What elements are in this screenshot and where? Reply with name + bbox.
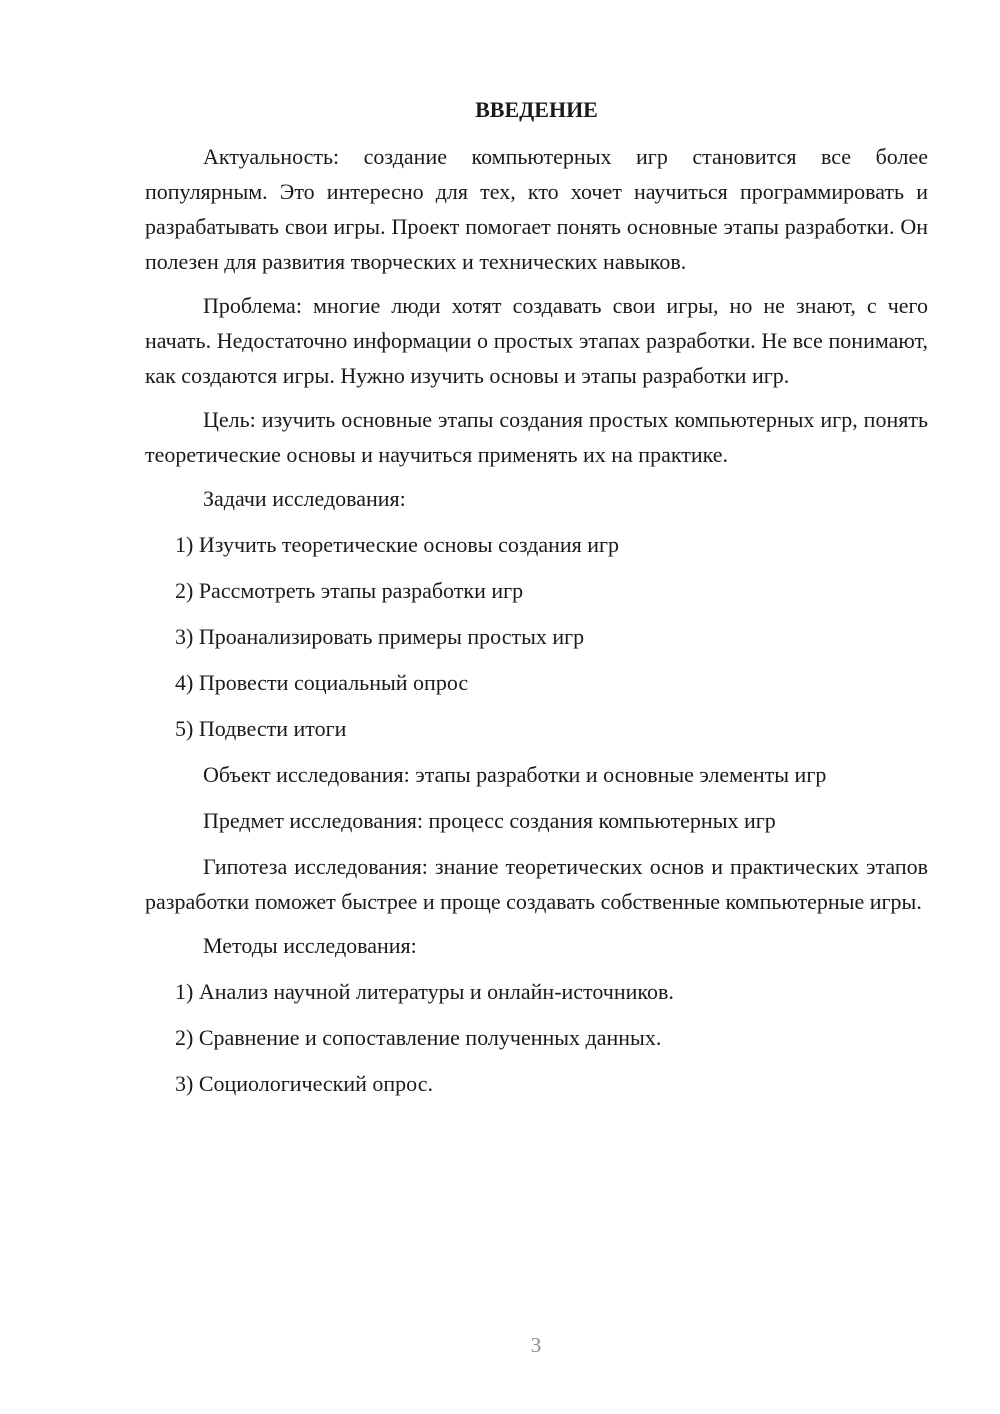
section-title: ВВЕДЕНИЕ [475, 97, 598, 122]
methods-list [145, 974, 928, 1101]
task-item: 3) Проанализировать примеры простых игр [175, 624, 585, 649]
task-item: 2) Рассмотреть этапы разработки игр [175, 578, 524, 603]
relevance-paragraph: Актуальность: создание компьютерных игр становится все более популярным. Это интересно для тех, кто хочет научиться программировать и разрабатывать свои игры. Проект помогает понять основные этапы разработки. Он полезен для развития творческих и технических навыков. [145, 144, 928, 274]
research-subject: Предмет исследования: процесс создания компьютерных игр [203, 808, 776, 833]
task-item: 1) Изучить теоретические основы создания игр [175, 532, 620, 557]
method-item: 2) Сравнение и сопоставление полученных данных. [175, 1025, 662, 1050]
method-item: 3) Социологический опрос. [175, 1071, 433, 1096]
research-object: Объект исследования: этапы разработки и основные элементы игр [203, 762, 827, 787]
task-item: 4) Провести социальный опрос [175, 670, 469, 695]
hypothesis-paragraph: Гипотеза исследования: знание теоретических основ и практических этапов разработки поможет быстрее и проще создавать собственные компьютерные игры. [145, 854, 928, 914]
tasks-list [145, 527, 928, 746]
problem-paragraph: Проблема: многие люди хотят создавать свои игры, но не знают, с чего начать. Недостаточно информации о простых этапах разработки. Не все понимают, как создаются игры. Нужно изучить основы и этапы разработки игр. [145, 293, 928, 388]
task-item: 5) Подвести итоги [175, 716, 347, 741]
page-content [145, 92, 928, 1112]
methods-heading: Методы исследования: [203, 933, 417, 958]
goal-paragraph: Цель: изучить основные этапы создания простых компьютерных игр, понять теоретические основы и научиться применять их на практике. [145, 407, 928, 467]
method-item: 1) Анализ научной литературы и онлайн-источников. [175, 979, 674, 1004]
page-number: 3 [530, 1333, 542, 1357]
tasks-heading: Задачи исследования: [203, 486, 406, 511]
